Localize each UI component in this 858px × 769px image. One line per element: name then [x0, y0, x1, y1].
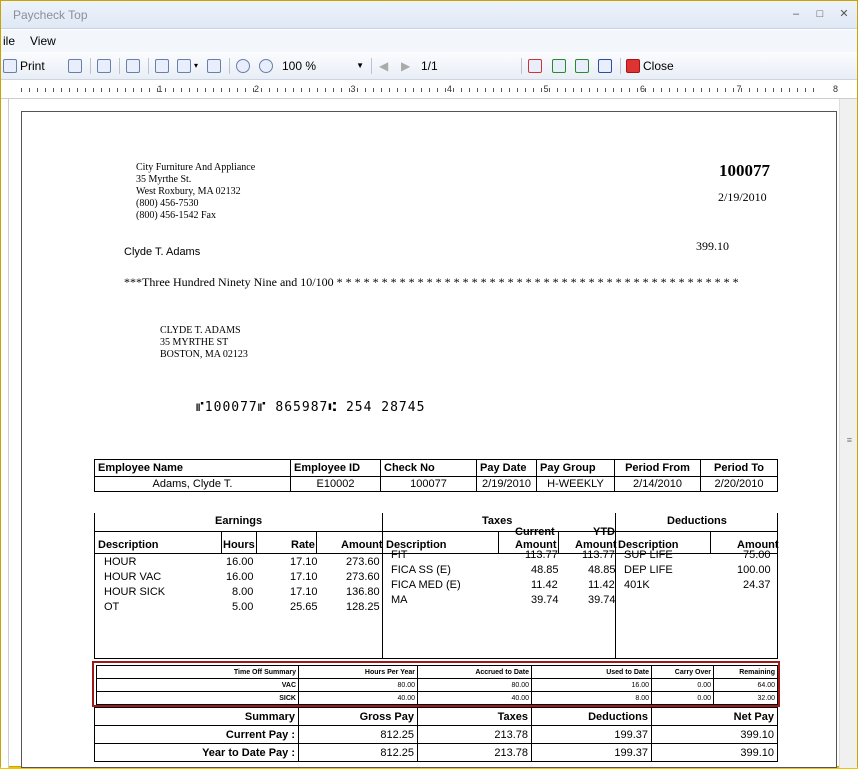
export-csv-button[interactable] — [575, 57, 592, 75]
earning-rate: 17.10 — [290, 556, 318, 568]
timeoff-header: Carry Over — [652, 666, 714, 679]
ruler-tick — [245, 88, 246, 92]
ruler-tick — [501, 88, 502, 92]
earning-desc: HOUR — [104, 556, 137, 568]
ruler-tick — [125, 88, 126, 92]
tax-current-header: Current — [515, 526, 555, 538]
col-check-no: Check No — [381, 460, 477, 477]
ruler-tick — [29, 88, 30, 92]
ruler-tick — [637, 88, 638, 92]
single-page-icon — [155, 59, 169, 73]
col-pay-group: Pay Group — [537, 460, 615, 477]
ruler-tick — [285, 88, 286, 92]
multi-page-button[interactable]: ▾ — [177, 57, 198, 75]
vertical-scrollbar[interactable] — [839, 99, 857, 768]
earnings-title: Earnings — [215, 515, 263, 527]
single-page-button[interactable] — [155, 57, 172, 75]
earning-desc: OT — [104, 601, 120, 613]
earning-hours: 16.00 — [226, 556, 254, 568]
chevron-down-icon: ▼ — [356, 60, 364, 70]
page-indicator[interactable]: 1/1 — [421, 59, 438, 73]
ruler-tick — [453, 88, 454, 92]
ruler-tick — [589, 88, 590, 92]
summary-value: 399.10 — [652, 726, 778, 744]
deduction-desc: DEP LIFE — [624, 564, 673, 576]
ruler-tick — [525, 88, 526, 92]
arrow-right-icon: ▶ — [401, 59, 411, 73]
timeoff-value: 40.00 — [418, 692, 532, 705]
ruler-tick — [709, 88, 710, 92]
ruler-tick — [669, 88, 670, 92]
title-bar — [1, 1, 857, 29]
tax-ytd: 48.85 — [588, 564, 616, 576]
ruler-tick — [133, 88, 134, 92]
ruler-tick — [109, 88, 110, 92]
timeoff-header: Hours Per Year — [299, 666, 418, 679]
ruler-tick — [445, 88, 446, 92]
toolbar-separator — [521, 58, 522, 74]
find-button[interactable] — [126, 57, 143, 75]
prev-page-button[interactable] — [379, 57, 388, 75]
ruler-number: 6 — [640, 84, 646, 94]
ruler-tick — [85, 88, 86, 92]
earning-desc: HOUR VAC — [104, 571, 162, 583]
earning-desc: HOUR SICK — [104, 586, 166, 598]
summary-value: 199.37 — [532, 726, 652, 744]
close-icon — [626, 59, 640, 73]
cell-divider — [316, 532, 317, 554]
arrow-left-icon: ◀ — [379, 59, 389, 73]
ruler-tick — [509, 88, 510, 92]
printer-icon — [3, 59, 17, 73]
horizontal-ruler — [1, 81, 857, 99]
timeoff-value: 0.00 — [652, 692, 714, 705]
ruler-tick — [93, 88, 94, 92]
timeoff-type: VAC — [97, 679, 299, 692]
cell-divider — [558, 532, 559, 554]
ruler-tick — [277, 88, 278, 92]
word-icon — [598, 59, 612, 73]
ruler-tick — [221, 88, 222, 92]
ruler-tick — [573, 88, 574, 92]
minimize-icon[interactable]: – — [792, 8, 800, 20]
tax-current: 11.42 — [531, 579, 558, 591]
deduction-desc: 401K — [624, 579, 650, 591]
zoom-in-icon — [259, 59, 273, 73]
pay-date-value: 2/19/2010 — [477, 477, 537, 492]
column-divider — [382, 513, 383, 659]
ruler-number: 5 — [543, 84, 549, 94]
close-label: Close — [643, 59, 674, 73]
tax-desc: FICA SS (E) — [391, 564, 451, 576]
zoom-value: 100 % — [282, 58, 317, 73]
summary-value: 812.25 — [299, 726, 418, 744]
ruler-tick — [101, 88, 102, 92]
ruler-tick — [749, 88, 750, 92]
timeoff-header: Accrued to Date — [418, 666, 532, 679]
csv-icon — [575, 59, 589, 73]
amount-in-words: ***Three Hundred Ninety Nine and 10/100 * * * * * * * * * * * * * * * * * * * * * * * * * * * * * * * * * * * * * * * * * * * * * — [124, 275, 739, 289]
payee-name: Clyde T. Adams — [124, 246, 201, 258]
ruler-tick — [341, 88, 342, 92]
toolbar-separator — [119, 58, 120, 74]
company-city: West Roxbury, MA 02132 — [136, 186, 241, 197]
ruler-tick — [701, 88, 702, 92]
ruler-tick — [229, 88, 230, 92]
earnings-taxes-deductions — [94, 513, 778, 659]
ruler-number: 4 — [447, 84, 453, 94]
ruler-tick — [717, 88, 718, 92]
time-off-summary-table — [96, 665, 778, 705]
ruler-tick — [333, 88, 334, 92]
tax-desc: FIT — [391, 549, 408, 561]
ded-amount-header: Amount — [737, 539, 779, 551]
toolbar-separator — [371, 58, 372, 74]
ruler-tick — [733, 88, 734, 92]
ruler-tick — [533, 88, 534, 92]
ruler-tick — [653, 88, 654, 92]
ruler-tick — [325, 88, 326, 92]
summary-value: 399.10 — [652, 744, 778, 762]
export-excel-button[interactable] — [552, 57, 569, 75]
ruler-tick — [485, 88, 486, 92]
toolbar-separator — [229, 58, 230, 74]
tax-current: 48.85 — [531, 564, 559, 576]
address-name: CLYDE T. ADAMS — [160, 325, 241, 336]
ruler-number: 7 — [736, 84, 742, 94]
ruler-tick — [413, 88, 414, 92]
binoculars-icon — [126, 59, 140, 73]
company-address — [136, 162, 255, 222]
pay-summary-table — [94, 707, 778, 762]
time-off-summary-highlight — [92, 661, 780, 707]
summary-header: Taxes — [418, 708, 532, 726]
ruler-tick — [781, 88, 782, 92]
ruler-tick — [365, 88, 366, 92]
ruler-tick — [797, 88, 798, 92]
vertical-ruler — [1, 99, 9, 768]
employee-id-value: E10002 — [291, 477, 381, 492]
ruler-tick — [261, 88, 262, 92]
summary-header: Gross Pay — [299, 708, 418, 726]
ruler-tick — [429, 88, 430, 92]
tax-desc: FICA MED (E) — [391, 579, 461, 591]
excel-icon — [552, 59, 566, 73]
pay-group-value: H-WEEKLY — [537, 477, 615, 492]
menu-view[interactable]: View — [30, 34, 56, 48]
ruler-tick — [765, 88, 766, 92]
ruler-tick — [677, 88, 678, 92]
ruler-tick — [165, 88, 166, 92]
ruler-tick — [813, 88, 814, 92]
earning-hours: 8.00 — [232, 586, 254, 598]
summary-value: 199.37 — [532, 744, 652, 762]
summary-label: Current Pay : — [95, 726, 299, 744]
tax-ytd-header: YTD — [593, 526, 615, 538]
timeoff-value: 16.00 — [532, 679, 652, 692]
ruler-tick — [141, 88, 142, 92]
ruler-number: 8 — [833, 84, 839, 94]
timeoff-value: 0.00 — [652, 679, 714, 692]
timeoff-value: 32.00 — [714, 692, 778, 705]
tax-ytd: 39.74 — [588, 594, 616, 606]
ruler-number: 1 — [157, 84, 163, 94]
ruler-tick — [21, 88, 22, 92]
ruler-tick — [181, 88, 182, 92]
continuous-icon — [207, 59, 221, 73]
tax-desc-header: Description — [386, 539, 447, 551]
ruler-tick — [293, 88, 294, 92]
ruler-tick — [517, 88, 518, 92]
earning-rate: 17.10 — [290, 586, 318, 598]
ruler-tick — [189, 88, 190, 92]
column-divider — [615, 513, 616, 659]
summary-header: Summary — [95, 708, 299, 726]
ruler-tick — [405, 88, 406, 92]
ruler-tick — [613, 88, 614, 92]
col-pay-date: Pay Date — [477, 460, 537, 477]
cell-divider — [710, 532, 711, 554]
ruler-tick — [61, 88, 62, 92]
ruler-tick — [213, 88, 214, 92]
ruler-tick — [557, 88, 558, 92]
timeoff-value: 64.00 — [714, 679, 778, 692]
tax-current: 113.77 — [525, 549, 558, 561]
col-period-to: Period To — [701, 460, 778, 477]
ruler-number: 2 — [254, 84, 260, 94]
print-label: Print — [20, 59, 45, 73]
earn-hours-header: Hours — [223, 539, 255, 551]
earn-desc-header: Description — [98, 539, 159, 551]
tax-ytd: 11.42 — [588, 579, 615, 591]
earning-amount: 136.80 — [346, 586, 380, 598]
check-date: 2/19/2010 — [718, 190, 767, 204]
tax-current-header-2: Amount — [515, 539, 557, 551]
employee-name-value: Adams, Clyde T. — [95, 477, 291, 492]
pdf-icon — [528, 59, 542, 73]
check-no-value: 100077 — [381, 477, 477, 492]
close-window-icon[interactable]: ✕ — [839, 8, 849, 20]
menu-bar — [1, 30, 857, 52]
timeoff-value: 80.00 — [418, 679, 532, 692]
earn-amount-header: Amount — [341, 539, 383, 551]
ruler-tick — [37, 88, 38, 92]
ruler-tick — [621, 88, 622, 92]
summary-header: Deductions — [532, 708, 652, 726]
tax-current: 39.74 — [531, 594, 559, 606]
ruler-tick — [357, 88, 358, 92]
check-amount: 399.10 — [696, 239, 729, 253]
export-word-button[interactable] — [598, 57, 615, 75]
scroll-grip-icon: ≡ — [846, 435, 852, 445]
ruler-tick — [493, 88, 494, 92]
ruler-tick — [477, 88, 478, 92]
ruler-tick — [565, 88, 566, 92]
ruler-tick — [549, 88, 550, 92]
address-city: BOSTON, MA 02123 — [160, 349, 248, 360]
timeoff-value: 8.00 — [532, 692, 652, 705]
timeoff-header: Used to Date — [532, 666, 652, 679]
ruler-tick — [173, 88, 174, 92]
earn-rate-header: Rate — [291, 539, 315, 551]
ruler-tick — [205, 88, 206, 92]
ded-desc-header: Description — [618, 539, 679, 551]
company-fax: (800) 456-1542 Fax — [136, 210, 216, 221]
ruler-tick — [69, 88, 70, 92]
address-street: 35 MYRTHE ST — [160, 337, 229, 348]
ruler-tick — [581, 88, 582, 92]
ruler-tick — [45, 88, 46, 92]
tax-ytd-header-2: Amount — [575, 539, 617, 551]
zoom-out-icon — [236, 59, 250, 73]
ruler-tick — [397, 88, 398, 92]
company-name: City Furniture And Appliance — [136, 162, 256, 173]
ruler-tick — [149, 88, 150, 92]
ruler-tick — [381, 88, 382, 92]
company-street: 35 Myrthe St. — [136, 174, 192, 185]
ruler-number: 3 — [350, 84, 356, 94]
timeoff-header: Remaining — [714, 666, 778, 679]
toolbar-separator — [620, 58, 621, 74]
ruler-tick — [597, 88, 598, 92]
ruler-tick — [389, 88, 390, 92]
ruler-tick — [469, 88, 470, 92]
col-employee-id: Employee ID — [291, 460, 381, 477]
tax-ytd: 113.77 — [582, 549, 615, 561]
ruler-tick — [317, 88, 318, 92]
deductions-title: Deductions — [667, 515, 727, 527]
maximize-icon[interactable]: □ — [816, 8, 824, 20]
cell-divider — [221, 532, 222, 554]
summary-label: Year to Date Pay : — [95, 744, 299, 762]
ruler-tick — [693, 88, 694, 92]
ruler-tick — [421, 88, 422, 92]
mailing-address — [160, 325, 248, 361]
earning-hours: 5.00 — [232, 601, 254, 613]
page-setup-button[interactable] — [68, 57, 85, 75]
timeoff-value: 40.00 — [299, 692, 418, 705]
ruler-tick — [53, 88, 54, 92]
employee-info-table — [94, 459, 778, 492]
earning-amount: 273.60 — [346, 556, 380, 568]
section-divider — [95, 531, 777, 532]
company-phone: (800) 456-7530 — [136, 198, 199, 209]
ruler-tick — [437, 88, 438, 92]
ruler-tick — [301, 88, 302, 92]
summary-header: Net Pay — [652, 708, 778, 726]
check-number: 100077 — [719, 161, 770, 180]
deduction-amount: 75.00 — [743, 549, 771, 561]
ruler-tick — [725, 88, 726, 92]
ruler-tick — [77, 88, 78, 92]
cell-divider — [256, 532, 257, 554]
toolbar — [1, 52, 857, 80]
earning-rate: 25.65 — [290, 601, 318, 613]
ruler-tick — [117, 88, 118, 92]
zoom-out-button[interactable] — [236, 57, 253, 75]
zoom-in-button[interactable] — [259, 57, 276, 75]
report-page — [21, 111, 837, 768]
window-title: Paycheck Top — [13, 8, 88, 22]
ruler-tick — [773, 88, 774, 92]
deduction-desc: SUP LIFE — [624, 549, 673, 561]
toolbar-separator — [148, 58, 149, 74]
page-setup-icon — [68, 59, 82, 73]
ruler-tick — [541, 88, 542, 92]
ruler-tick — [757, 88, 758, 92]
timeoff-value: 80.00 — [299, 679, 418, 692]
tax-desc: MA — [391, 594, 408, 606]
copy-button[interactable] — [97, 57, 114, 75]
zoom-select[interactable] — [282, 57, 364, 75]
ruler-tick — [197, 88, 198, 92]
summary-value: 213.78 — [418, 744, 532, 762]
ruler-tick — [789, 88, 790, 92]
print-button[interactable] — [3, 57, 45, 75]
earning-hours: 16.00 — [226, 571, 254, 583]
earning-rate: 17.10 — [290, 571, 318, 583]
ruler-tick — [605, 88, 606, 92]
period-to-value: 2/20/2010 — [701, 477, 778, 492]
ruler-tick — [309, 88, 310, 92]
menu-file[interactable]: ile — [3, 34, 16, 48]
timeoff-header: Time Off Summary — [97, 666, 299, 679]
earning-amount: 273.60 — [346, 571, 380, 583]
summary-value: 812.25 — [299, 744, 418, 762]
ruler-tick — [645, 88, 646, 92]
toolbar-separator — [90, 58, 91, 74]
ruler-tick — [373, 88, 374, 92]
timeoff-type: SICK — [97, 692, 299, 705]
multi-page-icon — [177, 59, 191, 73]
ruler-tick — [661, 88, 662, 92]
summary-value: 213.78 — [418, 726, 532, 744]
col-employee-name: Employee Name — [95, 460, 291, 477]
cell-divider — [498, 532, 499, 554]
continuous-button[interactable] — [207, 57, 224, 75]
close-button[interactable] — [626, 57, 674, 75]
deduction-amount: 24.37 — [743, 579, 771, 591]
ruler-tick — [237, 88, 238, 92]
ruler-tick — [629, 88, 630, 92]
copy-icon — [97, 59, 111, 73]
earning-amount: 128.25 — [346, 601, 380, 613]
deduction-amount: 100.00 — [737, 564, 771, 576]
taxes-title: Taxes — [482, 515, 513, 527]
col-period-from: Period From — [615, 460, 701, 477]
micr-line: ⑈100077⑈ 865987⑆ 254 28745 — [196, 400, 426, 415]
period-from-value: 2/14/2010 — [615, 477, 701, 492]
next-page-button[interactable] — [401, 57, 410, 75]
ruler-tick — [269, 88, 270, 92]
header-divider — [95, 553, 777, 554]
ruler-tick — [461, 88, 462, 92]
export-pdf-button[interactable] — [528, 57, 545, 75]
ruler-tick — [805, 88, 806, 92]
ruler-tick — [685, 88, 686, 92]
